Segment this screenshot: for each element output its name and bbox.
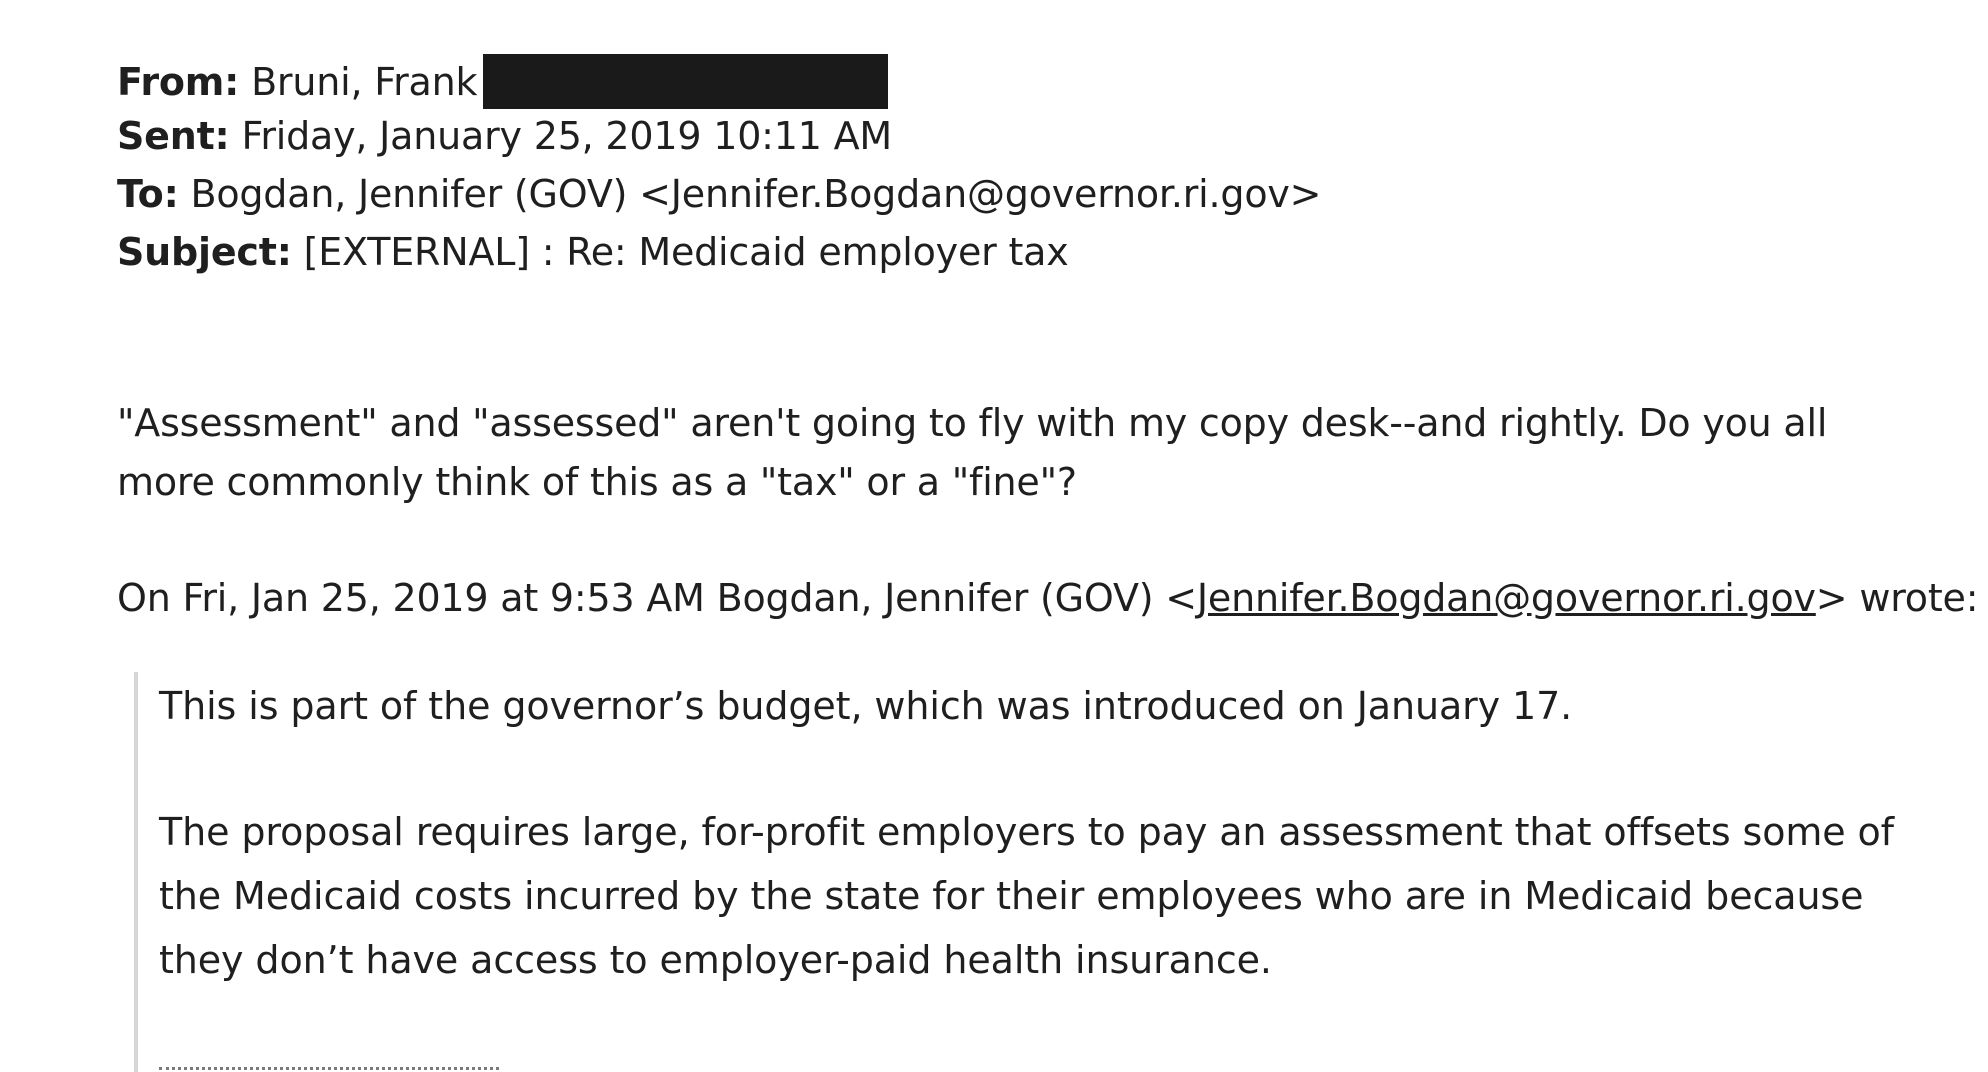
quote-intro [117, 574, 1978, 622]
sent-line [117, 112, 892, 160]
to-line [117, 170, 1321, 218]
to-label: To: [117, 172, 179, 216]
from-label: From: [117, 60, 240, 104]
quoted-paragraph-1: This is part of the governor’s budget, which was introduced on January 17. [159, 684, 1573, 728]
subject-line [117, 228, 1069, 276]
sent-value: Friday, January 25, 2019 10:11 AM [241, 114, 892, 158]
quote-intro-email-link[interactable]: Jennifer.Bogdan@governor.ri.gov [1196, 576, 1816, 620]
message-body: "Assessment" and "assessed" aren't going to fly with my copy desk--and rightly. Do you all more commonly think of this as a "tax" or a "fine"? [117, 401, 1828, 504]
from-value: Bruni, Frank [251, 60, 478, 104]
from-line [117, 54, 888, 109]
quote-intro-prefix: On Fri, Jan 25, 2019 at 9:53 AM Bogdan, Jennifer (GOV) < [117, 576, 1197, 620]
quote-intro-suffix: > wrote: [1815, 576, 1979, 620]
subject-value: [EXTERNAL] : Re: Medicaid employer tax [303, 230, 1069, 274]
redaction-block [483, 54, 888, 109]
to-value: Bogdan, Jennifer (GOV) <Jennifer.Bogdan@governor.ri.gov> [190, 172, 1322, 216]
sent-label: Sent: [117, 114, 230, 158]
subject-label: Subject: [117, 230, 292, 274]
quoted-paragraph-2: The proposal requires large, for-profit employers to pay an assessment that offsets some of the Medicaid costs incurred by the state for their employees who are in Medicaid because they don’t have access to employer-paid health insurance. [159, 810, 1894, 982]
quote-bar [134, 672, 138, 1072]
cut-off-text [159, 1060, 499, 1072]
